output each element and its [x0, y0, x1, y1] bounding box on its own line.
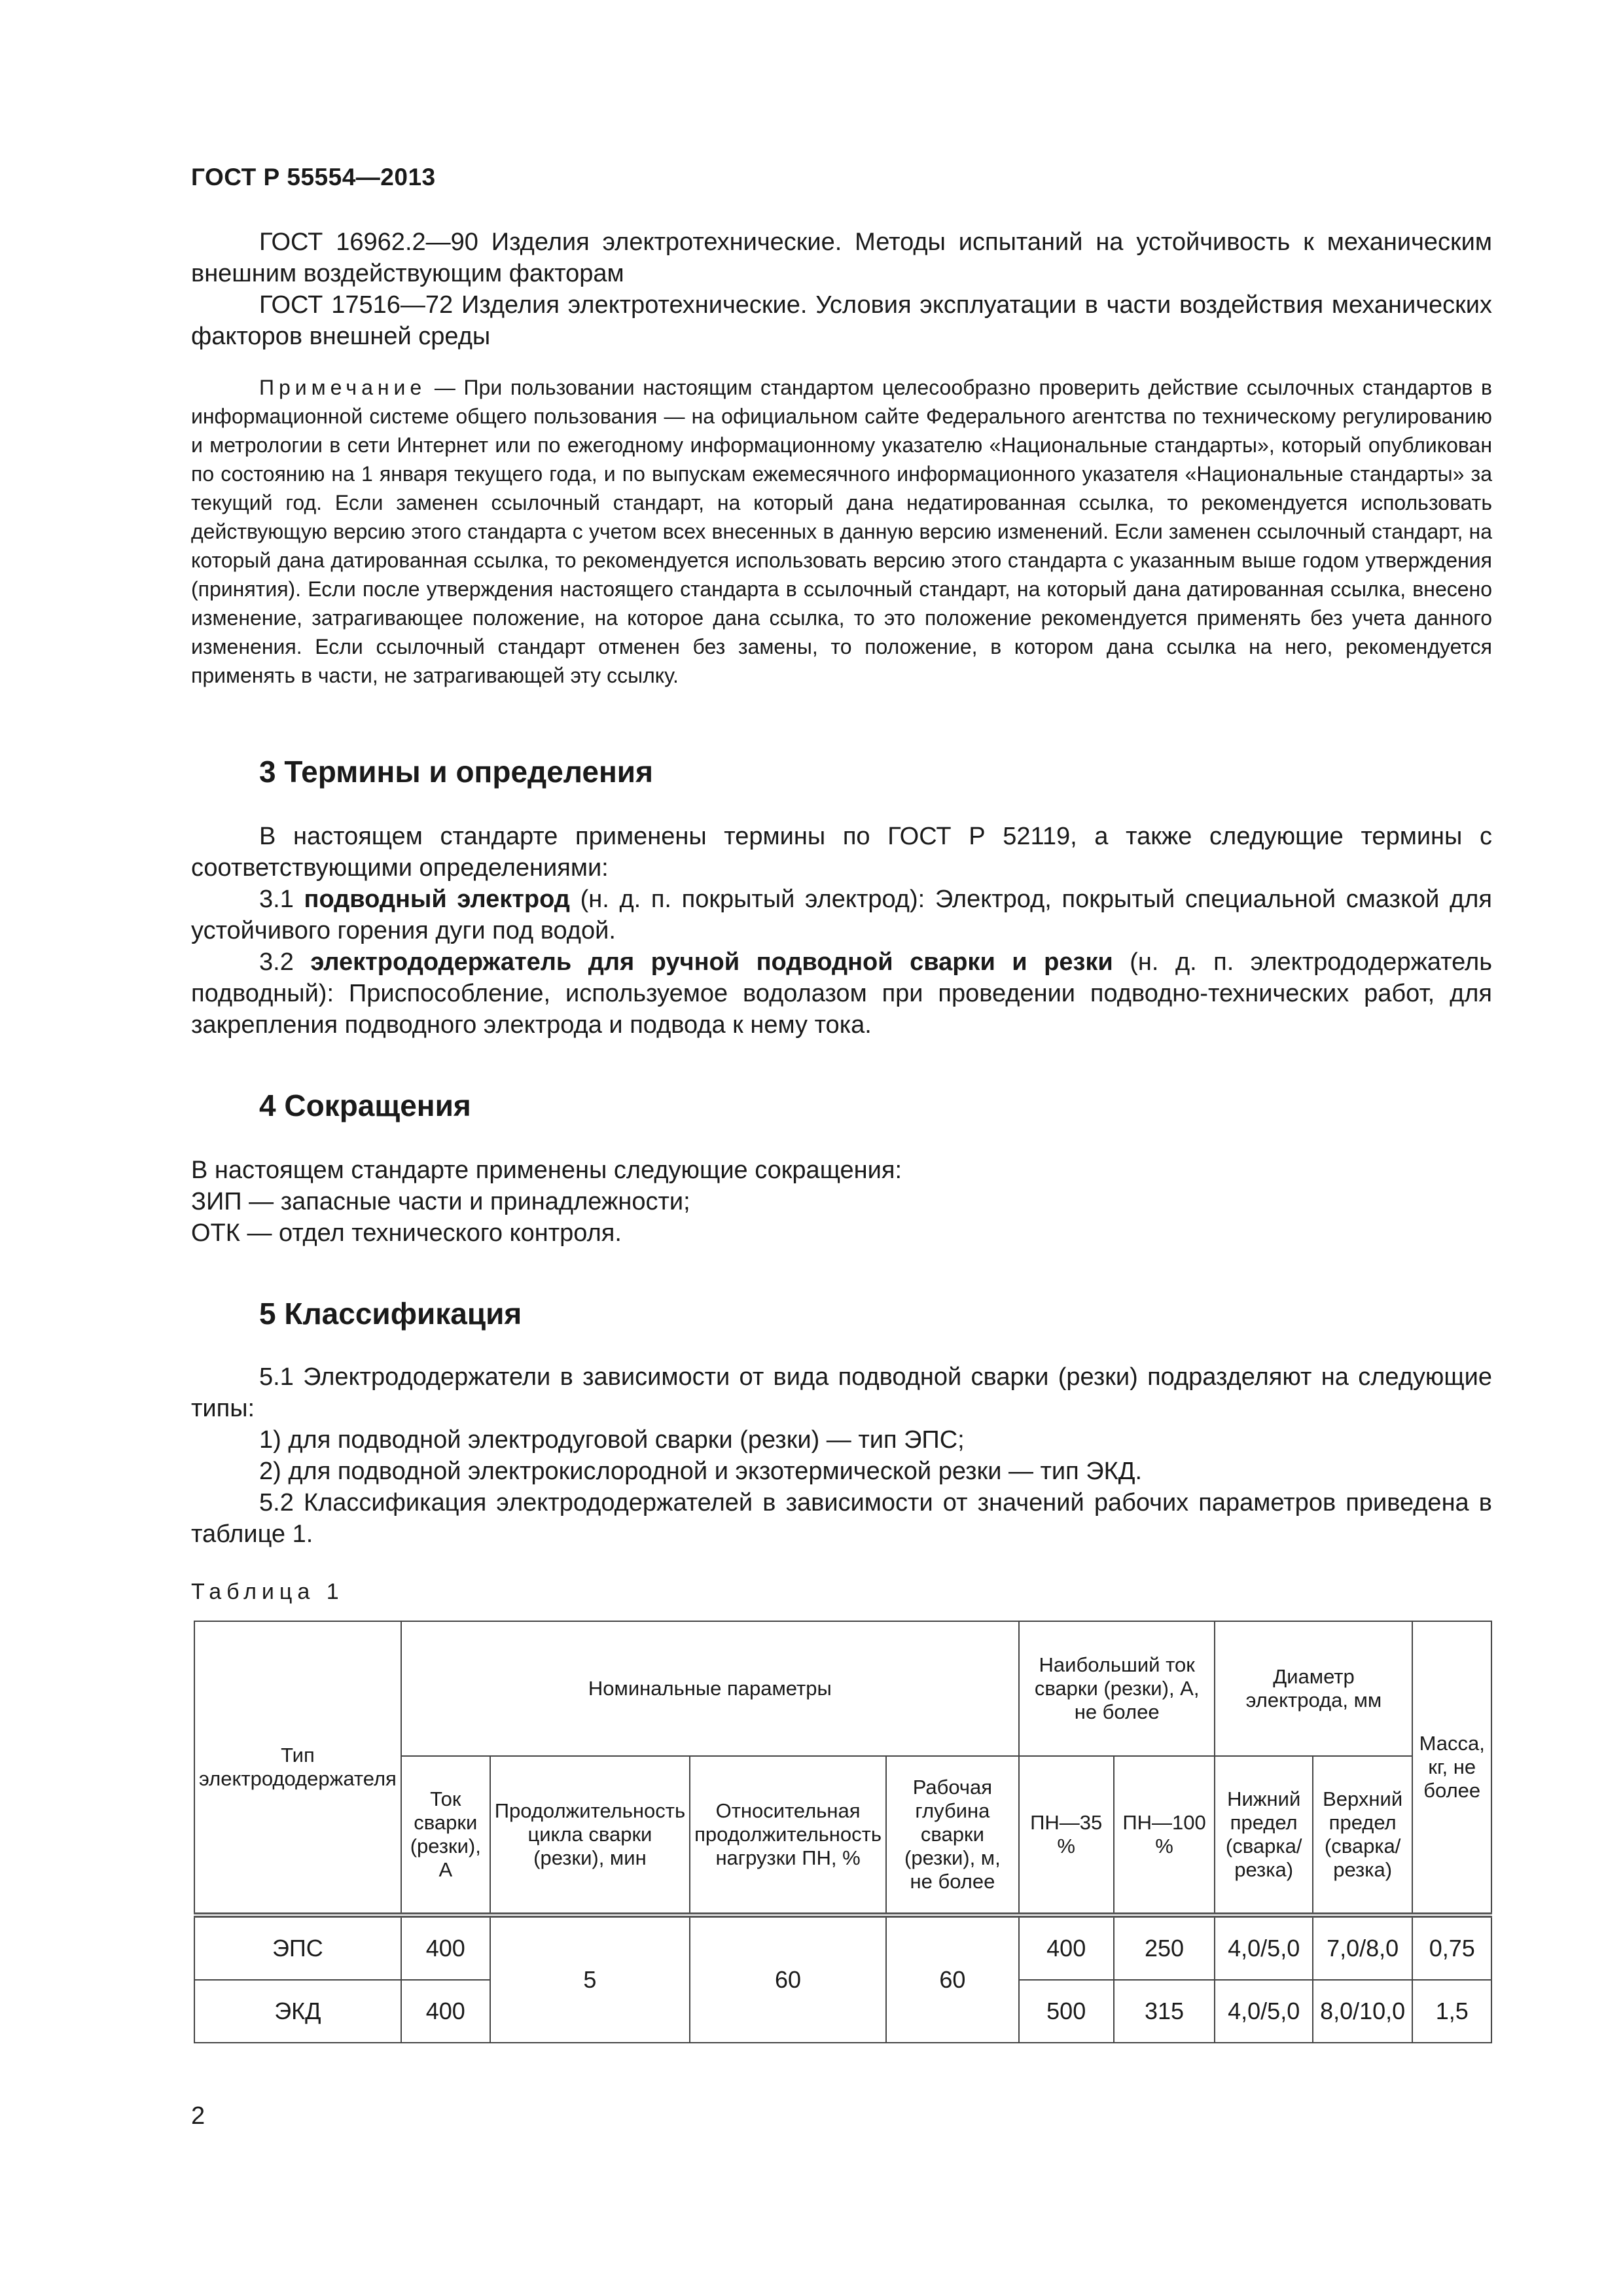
section-3-intro: В настоящем стандарте применены термины по ГОСТ Р 52119, а также следующие термины с соответствующими определениями:	[191, 823, 1492, 882]
col-header-diameter: Диаметр электрода, мм	[1215, 1621, 1412, 1756]
col-header-type: Тип электрододержателя	[194, 1621, 401, 1915]
col-header-lower: Нижний предел (сварка/резка)	[1215, 1756, 1312, 1915]
col-header-max-current: Наибольший ток сварки (резки), А, не более	[1019, 1621, 1215, 1756]
term-name: электрододержатель для ручной подводной сварки и резки	[310, 948, 1113, 976]
table-caption: Таблица 1	[191, 1579, 344, 1604]
section-5-heading: 5 Классификация	[259, 1297, 522, 1331]
col-header-relative: Относительная продолжительность нагрузки ПН, %	[690, 1756, 886, 1915]
type-item: 1) для подводной электродуговой сварки (резки) — тип ЭПС;	[259, 1426, 965, 1454]
note-paragraph	[191, 373, 1492, 690]
section-5-body	[191, 1361, 1492, 1550]
term-name: подводный электрод	[304, 886, 570, 913]
reference-item: ГОСТ 17516—72 Изделия электротехнические. Условия эксплуатации в части воздействия механических факторов внешней среды	[191, 291, 1492, 350]
term-3-1	[191, 884, 1492, 946]
type-item: 2) для подводной электрокислородной и экзотермической резки — тип ЭКД.	[259, 1458, 1143, 1485]
cell-lower: 4,0/5,0	[1215, 1915, 1312, 1980]
note-label: Примечание	[259, 376, 427, 399]
cell-pn35: 500	[1019, 1980, 1114, 2043]
col-header-pn100: ПН—100 %	[1114, 1756, 1215, 1915]
reference-item: ГОСТ 16962.2—90 Изделия электротехнические. Методы испытаний на устойчивость к механическим внешним воздействующим факторам	[191, 228, 1492, 287]
term-number: 3.2	[259, 948, 294, 976]
cell-type: ЭПС	[194, 1915, 401, 1980]
page-number: 2	[191, 2102, 205, 2130]
section-4-body	[191, 1155, 1492, 1249]
cell-pn100: 315	[1114, 1980, 1215, 2043]
col-header-mass: Масса, кг, не более	[1412, 1621, 1491, 1915]
table-1	[194, 1621, 1492, 2043]
abbrev-line: ОТК — отдел технического контроля.	[191, 1219, 622, 1247]
note-text: — При пользовании настоящим стандартом целесообразно проверить действие ссылочных стандартов в информационной системе общего пользования — на официальном сайте Федерального агентства по техническому регулированию и метрологии в сети Интернет или по ежегодному информационному указателю «Национальные стандарты», который опубликован по состоянию на 1 января текущего года, и по выпускам ежемесячного информационного указателя «Национальные стандарты» за текущий год. Если заменен ссылочный стандарт, на который дана недатированная ссылка, то рекомендуется использовать действующую версию этого стандарта с учетом всех внесенных в данную версию изменений. Если заменен ссылочный стандарт, на который дана датированная ссылка, то рекомендуется использовать версию этого стандарта с указанным выше годом утверждения (принятия). Если после утверждения настоящего стандарта в ссылочный стандарт, на который дана датированная ссылка, внесено изменение, затрагивающее положение, на которое дана ссылка, то это положение рекомендуется применять без учета данного изменения. Если ссылочный стандарт отменен без замены, то положение, в котором дана ссылка на него, рекомендуется применять в части, не затрагивающей эту ссылку.	[191, 376, 1493, 687]
cell-upper: 7,0/8,0	[1313, 1915, 1413, 1980]
col-header-current: Ток сварки (резки), А	[401, 1756, 490, 1915]
cell-type: ЭКД	[194, 1980, 401, 2043]
term-number: 3.1	[259, 886, 294, 913]
section-3-heading: 3 Термины и определения	[259, 755, 653, 789]
note-block	[191, 373, 1492, 690]
cell-current: 400	[401, 1980, 490, 2043]
cell-pn35: 400	[1019, 1915, 1114, 1980]
cell-relative: 60	[690, 1915, 886, 2043]
clause-5-2: 5.2 Классификация электрододержателей в зависимости от значений рабочих параметров приведена в таблице 1.	[191, 1489, 1492, 1548]
col-header-pn35: ПН—35 %	[1019, 1756, 1114, 1915]
col-header-nominal: Номинальные параметры	[401, 1621, 1019, 1756]
term-3-2	[191, 946, 1492, 1041]
abbrev-line: ЗИП — запасные части и принадлежности;	[191, 1188, 690, 1215]
col-header-upper: Верхний предел (сварка/резка)	[1313, 1756, 1413, 1915]
document-header: ГОСТ Р 55554—2013	[191, 164, 436, 190]
term-definition: (н. д. п. электрододержатель подводный): Приспособление, используемое водолазом при проведении подводно-технических работ, для закрепления подводного электрода и подвода к нему тока.	[191, 948, 1492, 1039]
cell-mass: 0,75	[1412, 1915, 1491, 1980]
col-header-cycle: Продолжительность цикла сварки (резки), мин	[490, 1756, 690, 1915]
cell-cycle: 5	[490, 1915, 690, 2043]
term-definition: (н. д. п. покрытый электрод): Электрод, покрытый специальной смазкой для устойчивого горения дуги под водой.	[191, 886, 1492, 944]
clause-5-1: 5.1 Электрододержатели в зависимости от вида подводной сварки (резки) подразделяют на следующие типы:	[191, 1363, 1492, 1422]
section-3-body	[191, 821, 1492, 1041]
section-4-heading: 4 Сокращения	[259, 1088, 471, 1122]
cell-lower: 4,0/5,0	[1215, 1980, 1312, 2043]
cell-current: 400	[401, 1915, 490, 1980]
cell-pn100: 250	[1114, 1915, 1215, 1980]
references-block	[191, 226, 1492, 352]
cell-mass: 1,5	[1412, 1980, 1491, 2043]
abbrev-line: В настоящем стандарте применены следующие сокращения:	[191, 1157, 902, 1184]
cell-depth: 60	[886, 1915, 1019, 2043]
cell-upper: 8,0/10,0	[1313, 1980, 1413, 2043]
table-row	[194, 1915, 1491, 1980]
col-header-depth: Рабочая глубина сварки (резки), м, не более	[886, 1756, 1019, 1915]
